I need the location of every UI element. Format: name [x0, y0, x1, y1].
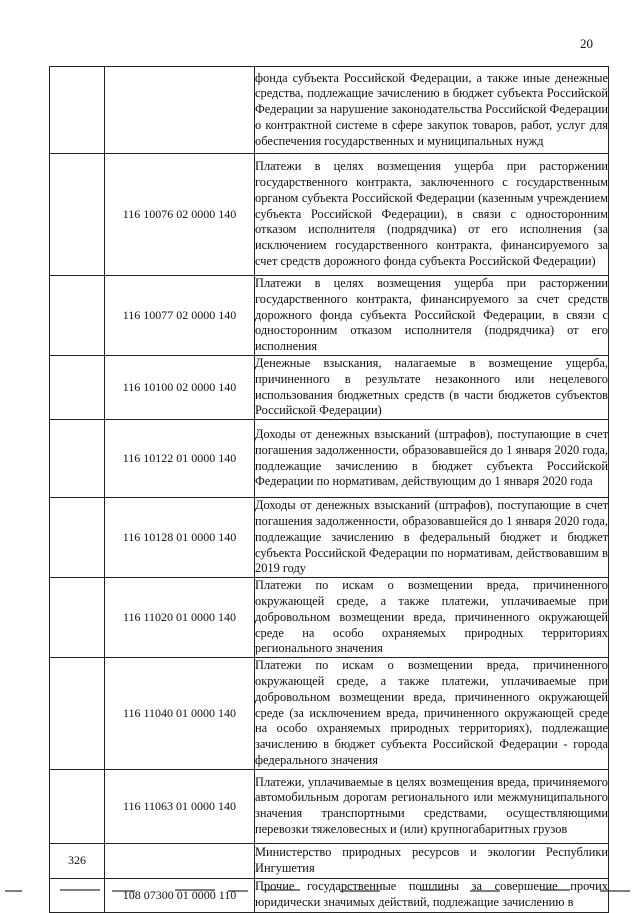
table-row [50, 769, 609, 843]
page-number: 20 [580, 36, 593, 51]
income-description-cell: Денежные взыскания, налагаемые в возмещение ущерба, причиненного в результате незаконного или нецелевого использования бюджетных средств (в части бюджетов субъектов Российской Федерации) [255, 355, 609, 419]
income-description-cell: Платежи по искам о возмещении вреда, причиненного окружающей среде, а также платежи, уплачиваемые при добровольном возмещении вреда, причиненного окружающей среде на особо охраняемых природных территориях регионального значения [255, 578, 609, 658]
scan-edge-marks [0, 884, 640, 898]
row-number-cell [50, 154, 105, 276]
classification-code-cell: 116 11040 01 0000 140 [105, 658, 255, 770]
row-number-cell [50, 498, 105, 578]
budget-classification-table [49, 66, 609, 913]
row-number-cell [50, 67, 105, 154]
income-description-cell: Министерство природных ресурсов и экологии Республики Ингушетия [255, 843, 609, 878]
table-row [50, 498, 609, 578]
classification-code-cell: 116 10122 01 0000 140 [105, 420, 255, 498]
row-number-cell [50, 578, 105, 658]
table-row [50, 67, 609, 154]
row-number-cell [50, 769, 105, 843]
income-description-cell: Прочие государственные пошлины за совершение прочих юридически значимых действий, подлежащие зачислению в [255, 878, 609, 912]
classification-code-cell: 116 10076 02 0000 140 [105, 154, 255, 276]
row-number-cell [50, 276, 105, 356]
income-description-cell: Платежи в целях возмещения ущерба при расторжении государственного контракта, финансируемого за счет средств дорожного фонда субъекта Российской Федерации, в связи с односторонним отказом исполнителя (подрядчика) от его исполнения [255, 276, 609, 356]
income-description-cell: Платежи по искам о возмещении вреда, причиненного окружающей среде, а также платежи, уплачиваемые при добровольном возмещении вреда, причиненного окружающей среде (за исключением вреда, причиненного окружающей среде на особо охраняемых природных территориях), подлежащие зачислению в бюджет субъекта Российской Федерации - города федерального значения [255, 658, 609, 770]
row-number-cell [50, 420, 105, 498]
classification-code-cell: 116 11063 01 0000 140 [105, 769, 255, 843]
income-description-cell: Доходы от денежных взысканий (штрафов), поступающие в счет погашения задолженности, образовавшейся до 1 января 2020 года, подлежащие зачислению в федеральный бюджет и бюджет субъекта Российской Федерации по нормативам, действовавшим в 2019 году [255, 498, 609, 578]
row-number-cell [50, 658, 105, 770]
table-row [50, 276, 609, 356]
income-description-cell: Платежи в целях возмещения ущерба при расторжении государственного контракта, заключенного с государственным органом субъекта Российской Федерации (казенным учреждением субъекта Российской Федерации), в связи с односторонним отказом исполнителя (подрядчика) от его исполнения (за исключением государственного контракта, финансируемого за счет средств дорожного фонда субъекта Российской Федерации) [255, 154, 609, 276]
row-number-cell: 326 [50, 843, 105, 878]
table-row [50, 658, 609, 770]
income-description-cell: Платежи, уплачиваемые в целях возмещения вреда, причиняемого автомобильным дорогам регионального или межмуниципального значения транспортными средствами, осуществляющими перевозки тяжеловесных и (или) крупногабаритных грузов [255, 769, 609, 843]
table-row [50, 355, 609, 419]
classification-code-cell: 116 11020 01 0000 140 [105, 578, 255, 658]
classification-code-cell [105, 67, 255, 154]
classification-code-cell [105, 843, 255, 878]
income-description-cell: Доходы от денежных взысканий (штрафов), поступающие в счет погашения задолженности, образовавшейся до 1 января 2020 года, подлежащие зачислению в бюджет субъекта Российской Федерации по нормативам, действующим до 1 января 2020 года [255, 420, 609, 498]
row-number-cell [50, 355, 105, 419]
table-row [50, 578, 609, 658]
classification-code-cell: 116 10077 02 0000 140 [105, 276, 255, 356]
classification-code-cell: 116 10128 01 0000 140 [105, 498, 255, 578]
income-description-cell: фонда субъекта Российской Федерации, а также иные денежные средства, подлежащие зачислению в бюджет субъекта Российской Федерации за нарушение законодательства Российской Федерации о контрактной системе в сфере закупок товаров, работ, услуг для обеспечения государственных и муниципальных нужд [255, 67, 609, 154]
table-row [50, 420, 609, 498]
table-row [50, 154, 609, 276]
classification-code-cell: 108 07300 01 0000 110 [105, 878, 255, 912]
classification-code-cell: 116 10100 02 0000 140 [105, 355, 255, 419]
table-row [50, 843, 609, 878]
